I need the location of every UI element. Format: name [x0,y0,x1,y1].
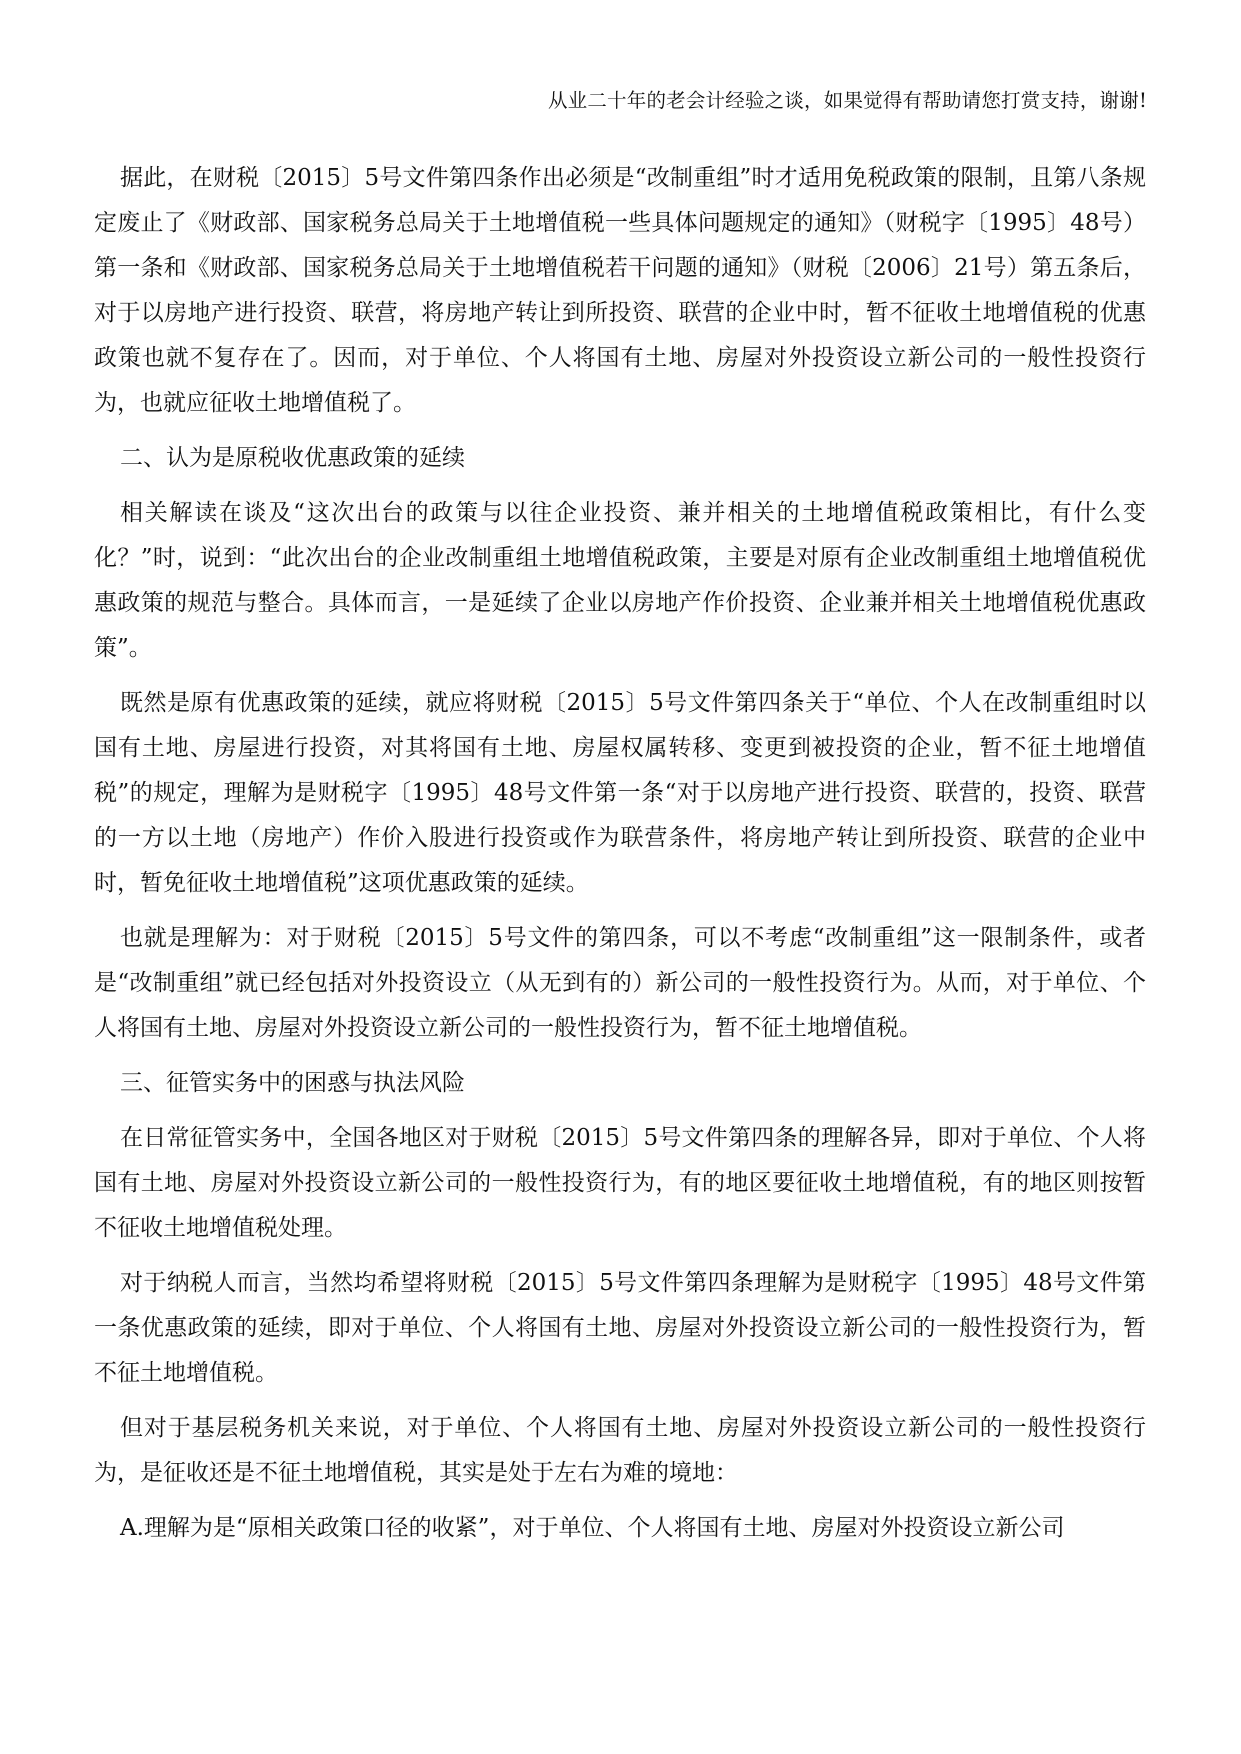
article-body [94,156,1146,1561]
paragraph-3: 既然是原有优惠政策的延续，就应将财税〔2015〕5号文件第四条关于“单位、个人在改制重组时以国有土地、房屋进行投资，对其将国有土地、房屋权属转移、变更到被投资的企业，暂不征土地增值税”的规定，理解为是财税字〔1995〕48号文件第一条“对于以房地产进行投资、联营的，投资、联营的一方以土地（房地产）作价入股进行投资或作为联营条件，将房地产转让到所投资、联营的企业中时，暂免征收土地增值税”这项优惠政策的延续。 [94,690,1146,896]
header-note: 从业二十年的老会计经验之谈，如果觉得有帮助请您打赏支持，谢谢! [547,89,1147,112]
paragraph-7: 但对于基层税务机关来说，对于单位、个人将国有土地、房屋对外投资设立新公司的一般性投资行为，是征收还是不征土地增值税，其实是处于左右为难的境地： [94,1415,1146,1486]
paragraph-6: 对于纳税人而言，当然均希望将财税〔2015〕5号文件第四条理解为是财税字〔1995〕48号文件第一条优惠政策的延续，即对于单位、个人将国有土地、房屋对外投资设立新公司的一般性投资行为，暂不征土地增值税。 [94,1270,1146,1386]
paragraph-5: 在日常征管实务中，全国各地区对于财税〔2015〕5号文件第四条的理解各异，即对于单位、个人将国有土地、房屋对外投资设立新公司的一般性投资行为，有的地区要征收土地增值税，有的地区则按暂不征收土地增值税处理。 [94,1125,1146,1241]
paragraph-2: 相关解读在谈及“这次出台的政策与以往企业投资、兼并相关的土地增值税政策相比，有什么变化？”时，说到：“此次出台的企业改制重组土地增值税政策，主要是对原有企业改制重组土地增值税优惠政策的规范与整合。具体而言，一是延续了企业以房地产作价投资、企业兼并相关土地增值税优惠政策”。 [94,500,1146,661]
paragraph-1: 据此，在财税〔2015〕5号文件第四条作出必须是“改制重组”时才适用免税政策的限制，且第八条规定废止了《财政部、国家税务总局关于土地增值税一些具体问题规定的通知》（财税字〔1995〕48号）第一条和《财政部、国家税务总局关于土地增值税若干问题的通知》（财税〔2006〕21号）第五条后，对于以房地产进行投资、联营，将房地产转让到所投资、联营的企业中时，暂不征收土地增值税的优惠政策也就不复存在了。因而，对于单位、个人将国有土地、房屋对外投资设立新公司的一般性投资行为，也就应征收土地增值税了。 [94,165,1146,416]
section-heading-2: 二、认为是原税收优惠政策的延续 [120,445,465,471]
paragraph-4: 也就是理解为：对于财税〔2015〕5号文件的第四条，可以不考虑“改制重组”这一限制条件，或者是“改制重组”就已经包括对外投资设立（从无到有的）新公司的一般性投资行为。从而，对于单位、个人将国有土地、房屋对外投资设立新公司的一般性投资行为，暂不征土地增值税。 [94,925,1146,1041]
section-heading-3: 三、征管实务中的困惑与执法风险 [120,1070,465,1096]
paragraph-8: A.理解为是“原相关政策口径的收紧”，对于单位、个人将国有土地、房屋对外投资设立新公司 [120,1515,1065,1541]
